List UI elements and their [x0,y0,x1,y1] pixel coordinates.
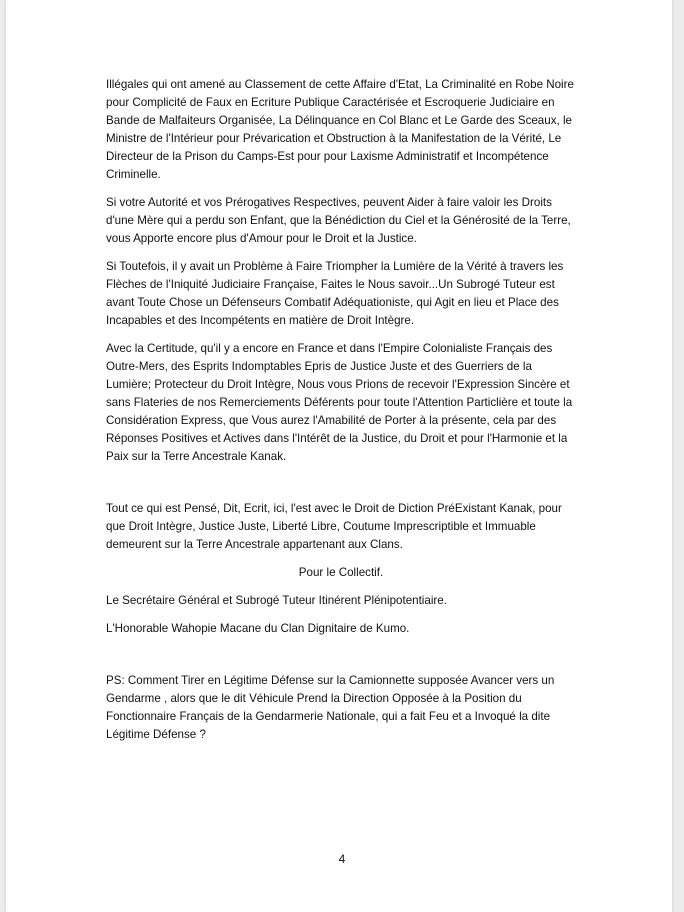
paragraph-accusations: Illégales qui ont amené au Classement de cette Affaire d'Etat, La Criminalité en Robe Noire pour Complicité de Faux en Ecriture Publique Caractérisée et Escroquerie Judiciaire en Bande de Malfaiteurs Organisée, La Délinquance en Col Blanc et Le Garde des Sceaux, le Ministre de l'Intérieur pour Prévarication et Obstruction à la Manifestation de la Vérité, Le Directeur de la Prison du Camps-Est pour pour Laxisme Administratif et Incompétence Criminelle. [106,78,574,181]
page-content [106,76,576,754]
paragraph-droit-diction: Tout ce qui est Pensé, Dit, Ecrit, ici, l'est avec le Droit de Diction PréExistant Kanak, pour que Droit Intègre, Justice Juste, Liberté Libre, Coutume Imprescriptible et Immuable demeurent sur la Terre Ancestrale appartenant aux Clans. [106,502,562,551]
document-page [6,0,672,912]
paragraph-subroge-tuteur: Si Toutefois, il y avait un Problème à Faire Triompher la Lumière de la Vérité à travers les Flèches de l'Iniquité Judiciaire Française, Faites le Nous savoir...Un Subrogé Tuteur est avant Toute Chose un Défenseurs Combatif Adéquationiste, qui Agit en lieu et Place des Incapables et des Incompétents en matière de Droit Intègre. [106,260,564,327]
signature-collective: Pour le Collectif. [298,566,384,579]
signature-role: Le Secrétaire Général et Subrogé Tuteur Itinérent Plénipotentiaire. [106,594,447,607]
paragraph-closing-thanks: Avec la Certitude, qu'il y a encore en France et dans l'Empire Colonialiste Français des Outre-Mers, des Esprits Indomptables Epris de Justice Juste et des Guerriers de la Lumière; Protecteur du Droit Intègre, Nous vous Prions de recevoir l'Expression Sincère et sans Flateries de nos Remerciements Déférents pour toute l'Attention Particlière et toute la Considération Express, que Vous aurez l'Amabilité de Porter à la présente, cela par des Réponses Positives et Actives dans l'Intérêt de la Justice, du Droit et pour l'Harmonie et la Paix sur la Terre Ancestrale Kanak. [106,342,573,463]
paragraph-mother-rights: Si votre Autorité et vos Prérogatives Respectives, peuvent Aider à faire valoir les Droits d'une Mère qui a perdu son Enfant, que la Bénédiction du Ciel et la Générosité de la Terre, vous Apporte encore plus d'Amour pour le Droit et la Justice. [106,196,571,245]
page-number: 4 [338,852,346,866]
postscript: PS: Comment Tirer en Légitime Défense sur la Camionnette supposée Avancer vers un Gendarme , alors que le dit Véhicule Prend la Direction Opposée à la Position du Fonctionnaire Français de la Gendarmerie Nationale, qui a fait Feu et a Invoqué la dite Légitime Défense ? [106,674,555,741]
signature-name: L'Honorable Wahopie Macane du Clan Dignitaire de Kumo. [106,622,410,635]
